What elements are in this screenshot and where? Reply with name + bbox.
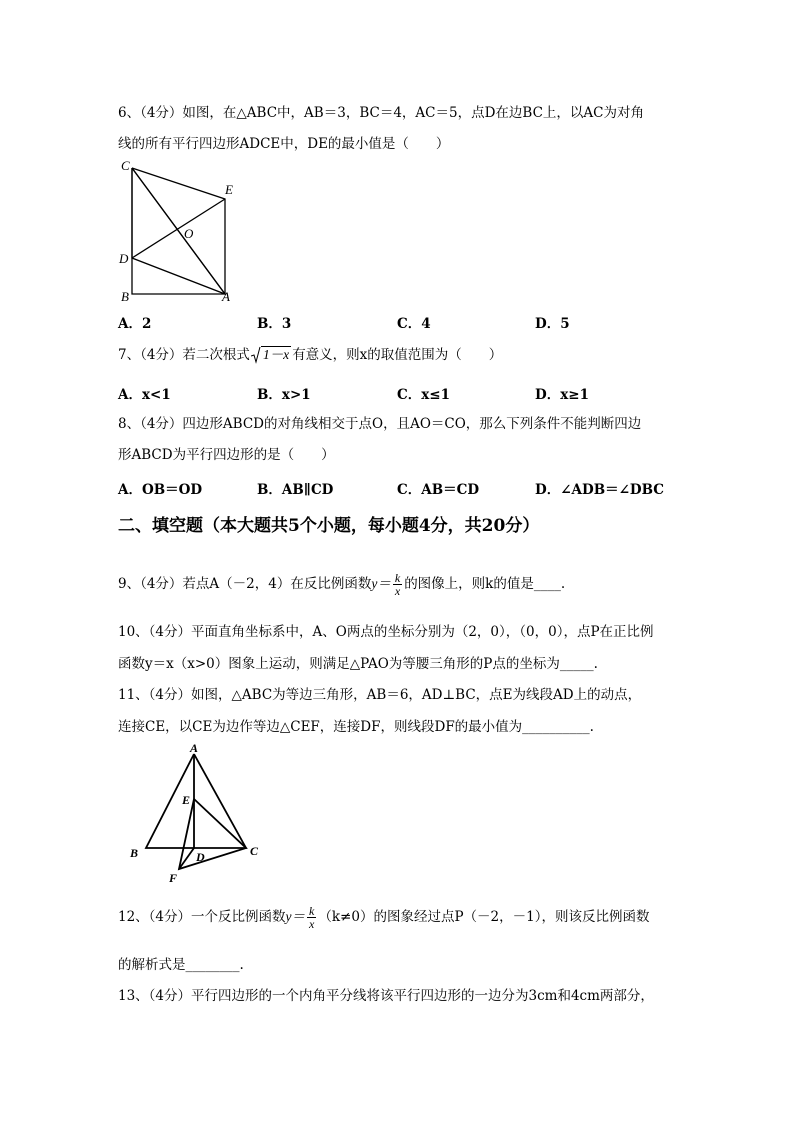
q12-denominator: x xyxy=(309,917,315,931)
q12-numerator: k xyxy=(309,904,315,918)
q12-prefix: 12、（4分）一个反比例函数 xyxy=(118,909,286,925)
q6-option-d: D．5 xyxy=(535,316,570,332)
q6-option-c: C．4 xyxy=(397,316,431,332)
q11-label-a: A xyxy=(190,741,199,755)
q6-option-a: A．2 xyxy=(118,316,152,332)
q6-line2: 线的所有平行四边形ADCE中，DE的最小值是（ ） xyxy=(118,136,450,152)
q8-line1: 8、（4分）四边形ABCD的对角线相交于点O，且AO＝CO，那么下列条件不能判断四边 xyxy=(118,416,642,432)
q7-option-b: B．x>1 xyxy=(257,387,311,403)
q9-denominator: x xyxy=(394,584,401,598)
q8-option-c: C．AB＝CD xyxy=(397,482,480,498)
q7-option-c: C．x≤1 xyxy=(397,387,450,403)
q8-option-a: A．OB＝OD xyxy=(118,482,203,498)
q10-line2: 函数y＝x（x>0）图象上运动，则满足△PAO为等腰三角形的P点的坐标为_____. xyxy=(118,656,598,672)
q7-option-a: A．x<1 xyxy=(118,387,171,403)
q6-label-b: B xyxy=(121,289,129,304)
q6-label-e: E xyxy=(225,182,233,197)
q6-label-c: C xyxy=(121,158,130,173)
q12-suffix: （k≠0）的图象经过点P（－2，－1），则该反比例函数 xyxy=(318,909,650,925)
q7-suffix: 有意义，则x的取值范围为（ ） xyxy=(292,347,503,363)
q6-diagonal-de xyxy=(132,199,225,258)
q10-line1: 10、（4分）平面直角坐标系中，A、O两点的坐标分别为（2，0），（0，0），点P在正比例 xyxy=(118,624,654,640)
q11-line2: 连接CE，以CE为边作等边△CEF，连接DF，则线段DF的最小值为__________. xyxy=(118,719,594,735)
q11-figure xyxy=(124,740,274,885)
q6-label-d: D xyxy=(119,251,129,266)
q12-func: y＝ xyxy=(285,909,306,924)
q8-option-d: D．∠ADB＝∠DBC xyxy=(535,482,665,498)
q11-line1: 11、（4分）如图，△ABC为等边三角形，AB＝6，AD⊥BC，点E为线段AD上的动点， xyxy=(118,687,642,703)
q9-func: y＝ xyxy=(371,576,391,591)
q6-option-b: B．3 xyxy=(257,316,292,332)
q12-fraction xyxy=(307,905,316,930)
q6-diagonal-ac xyxy=(132,168,225,294)
q12-line2: 的解析式是________. xyxy=(118,957,244,973)
q8-option-b: B．AB∥CD xyxy=(257,482,334,498)
q11-label-b: B xyxy=(130,846,139,860)
q11-label-e: E xyxy=(182,793,191,807)
q9-line xyxy=(118,567,565,601)
q11-label-c: C xyxy=(250,844,259,858)
q8-line2: 形ABCD为平行四边形的是（ ） xyxy=(118,447,335,463)
q6-line1: 6、（4分）如图，在△ABC中，AB＝3，BC＝4，AC＝5，点D在边BC上，以AC为对角 xyxy=(118,105,644,121)
q6-figure xyxy=(114,156,244,306)
q11-triangle-cef xyxy=(179,799,246,869)
q11-label-f: F xyxy=(169,871,178,885)
q9-fraction xyxy=(393,572,402,597)
q9-prefix: 9、（4分）若点A（－2，4）在反比例函数 xyxy=(118,576,372,592)
q9-suffix: 的图像上，则k的值是____. xyxy=(404,576,566,592)
q7-option-d: D．x≥1 xyxy=(535,387,589,403)
q12-line1 xyxy=(118,900,649,934)
q7-radicand: 1－x xyxy=(262,347,290,362)
q13-line1: 13、（4分）平行四边形的一个内角平分线将该平行四边形的一边分为3cm和4cm两部分， xyxy=(118,988,654,1004)
q7-sqrt xyxy=(251,346,291,364)
q7-prefix: 7、（4分）若二次根式 xyxy=(118,347,250,363)
q11-label-d: D xyxy=(196,850,205,864)
q6-label-o: O xyxy=(184,226,194,241)
section-heading: 二、填空题（本大题共5个小题，每小题4分，共20分） xyxy=(118,516,540,536)
q6-label-a: A xyxy=(222,289,230,304)
q7-line xyxy=(118,346,502,364)
q9-numerator: k xyxy=(394,571,401,585)
